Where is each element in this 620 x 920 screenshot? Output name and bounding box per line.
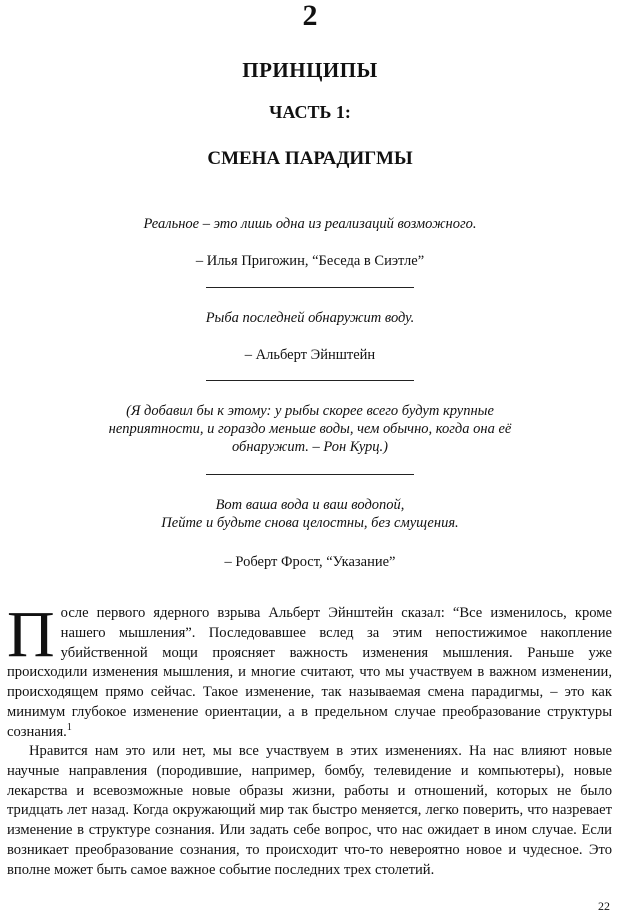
epigraph-quote: Реальное – это лишь одна из реализаций возможного.: [143, 216, 477, 232]
epigraph-attribution: – Илья Пригожин, “Беседа в Сиэтле”: [195, 253, 425, 269]
epigraph-quote: [40, 402, 580, 456]
epigraph-attribution: – Альберт Эйнштейн: [244, 347, 376, 363]
epigraph-separator: [206, 380, 414, 381]
quote-line: неприятности, и гораздо меньше воды, чем обычно, когда она её: [108, 421, 512, 437]
quote-line: обнаружит. – Рон Курц.): [231, 439, 389, 455]
drop-cap: П: [7, 598, 55, 671]
body-paragraph: [7, 598, 612, 743]
epigraph-separator: [206, 474, 414, 475]
footnote-reference[interactable]: 1: [66, 721, 72, 733]
epigraph-attribution: – Роберт Фрост, “Указание”: [224, 554, 396, 570]
page-number: 22: [598, 899, 610, 913]
section-title: СМЕНА ПАРАДИГМЫ: [207, 148, 413, 169]
epigraph-quote: Рыба последней обнаружит воду.: [205, 310, 415, 326]
quote-line: (Я добавил бы к этому: у рыбы скорее всего будут крупные: [126, 403, 494, 419]
part-title: ЧАСТЬ 1:: [269, 102, 351, 122]
chapter-title: ПРИНЦИПЫ: [242, 58, 378, 82]
body-paragraph: Нравится нам это или нет, мы все участвуем в этих изменениях. На нас влияют новые научные направления (породившие, например, бомбу, телевидение и компьютеры), новые лекарства и всевозможные новые образы жизни, работы и отношений, которых не было тридцать лет назад. Когда окружающий мир так быстро меняется, легко поверить, что назревает изменение в структуре сознания. Или задать себе вопрос, что нас ожидает в ином случае. Если возникает преобразование сознания, то происходит что-то невероятно новое и чудесное. Это вполне может быть самое важное событие последних трех столетий.: [7, 743, 612, 878]
paragraph-text: осле первого ядерного взрыва Альберт Эйнштейн сказал: “Все изменилось, кроме нашего мышления”. Последовавшее вслед за этим непостижимое накопление убийственной мощи проясняет важность изменения мышления. Раньше уже происходили изменения мышления, и многие считают, что мы участвуем в важном изменении, происходящем прямо сейчас. Такое изменение, так называемая смена парадигмы, – это как минимум глубокое изменение ориентации, а в предельном случае преобразование структуры сознания.: [7, 605, 612, 740]
epigraph-quote: [40, 496, 580, 532]
quote-line: Вот ваша вода и ваш водопой,: [215, 497, 405, 513]
epigraph-separator: [206, 287, 414, 288]
quote-line: Пейте и будьте снова целостны, без смущения.: [161, 515, 459, 531]
chapter-number: 2: [302, 0, 318, 32]
